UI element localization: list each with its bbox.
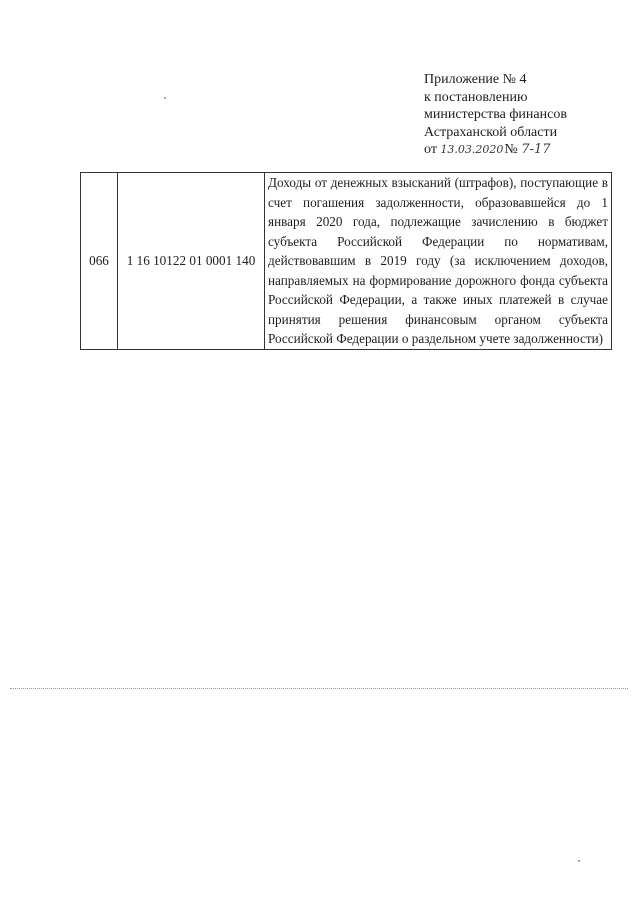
admin-code-cell: 066 bbox=[81, 173, 118, 350]
scan-fold-line bbox=[10, 688, 628, 689]
appendix-line-region: Астраханской области bbox=[424, 124, 558, 140]
scan-speck bbox=[164, 97, 166, 99]
revenue-codes-table bbox=[80, 172, 612, 350]
appendix-line-ministry: министерства финансов bbox=[424, 107, 567, 122]
scan-speck bbox=[578, 860, 580, 862]
number-label: № bbox=[504, 142, 518, 157]
revenue-description-cell: Доходы от денежных взысканий (штрафов), поступающие в счет погашения задолженности, образовавшейся до 1 января 2020 года, подлежащие зачислению в бюджет субъекта Российской Федерации по нормативам, действовавшим в 2019 году (за исключением доходов, направляемых на формирование дорожного фонда субъекта Российской Федерации, а также иных платежей в случае принятия решения финансовым органом субъекта Российской Федерации о раздельном учете задолженности) bbox=[265, 173, 612, 350]
budget-code-cell: 1 16 10122 01 0001 140 bbox=[118, 173, 265, 350]
appendix-date-number-line bbox=[424, 141, 624, 159]
from-label: от bbox=[424, 142, 437, 157]
handwritten-date: 13.03.2020 bbox=[440, 143, 504, 156]
appendix-title: Приложение № 4 bbox=[424, 72, 527, 87]
appendix-header bbox=[424, 71, 624, 159]
table-row bbox=[81, 173, 612, 350]
appendix-line-resolution: к постановлению bbox=[424, 89, 528, 105]
handwritten-number: 7-17 bbox=[521, 142, 551, 157]
